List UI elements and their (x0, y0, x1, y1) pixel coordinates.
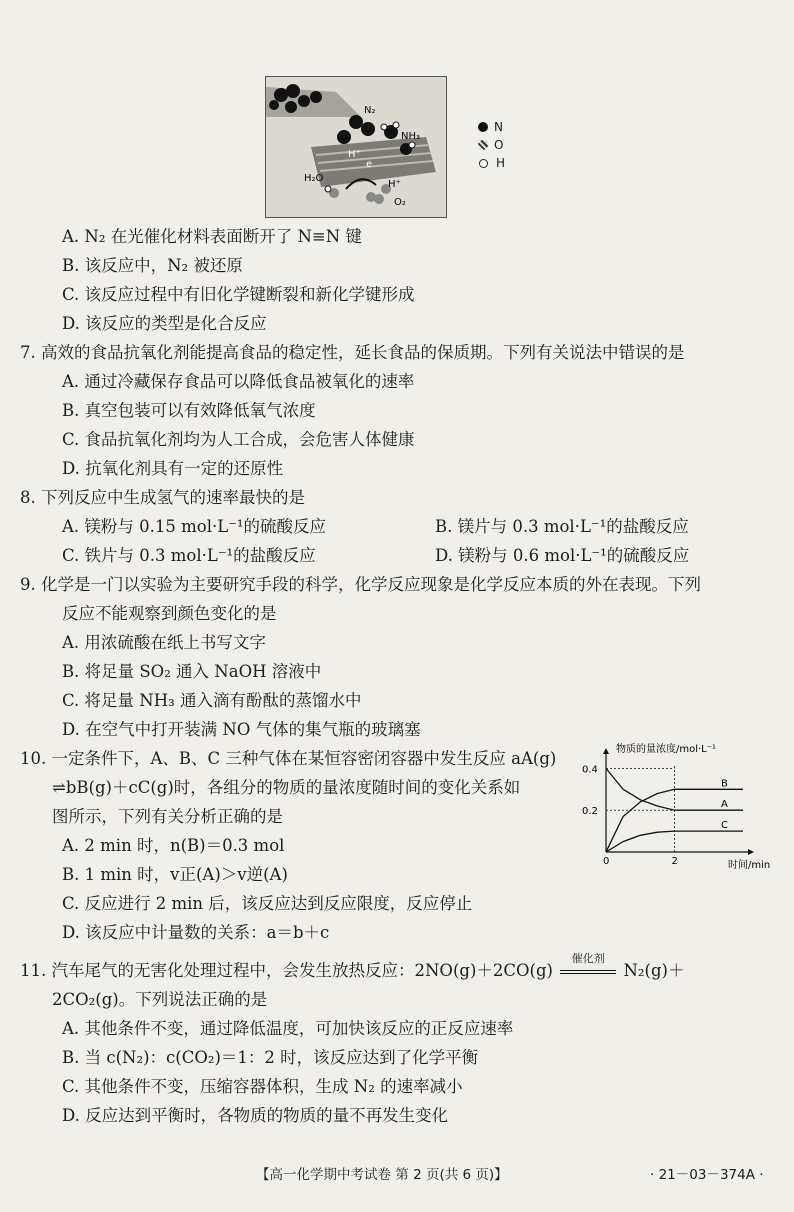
q11-stem-line1 (20, 952, 685, 982)
q10-option-a: A. 2 min 时，n(B)＝0.3 mol (62, 836, 285, 855)
q8-option-b: B. 镁片与 0.3 mol·L⁻¹的盐酸反应 (435, 517, 689, 536)
catalyst-arrow (558, 952, 618, 982)
q6-option-b: B. 该反应中，N₂ 被还原 (62, 256, 243, 275)
legend-h: H (478, 154, 505, 172)
q9-stem-line1: 9. 化学是一门以实验为主要研究手段的科学，化学反应现象是化学反应本质的外在表现。下列 (20, 575, 701, 594)
h-atom-icon (479, 159, 488, 168)
q10-option-d: D. 该反应中计量数的关系：a＝b＋c (62, 923, 330, 942)
label-e: e (366, 159, 373, 170)
label-nh3: NH₃ (401, 131, 421, 142)
q9-option-c: C. 将足量 NH₃ 通入滴有酚酞的蒸馏水中 (62, 691, 362, 710)
footer-code: · 21－03－374A · (650, 1167, 764, 1183)
legend-o: O (478, 136, 505, 154)
q10-stem-line3: 图所示，下列有关分析正确的是 (52, 807, 283, 826)
q7-stem: 7. 高效的食品抗氧化剂能提高食品的稳定性，延长食品的保质期。下列有关说法中错误的是 (20, 343, 685, 362)
q10-option-c: C. 反应进行 2 min 后，该反应达到反应限度，反应停止 (62, 894, 473, 913)
y-axis-arrow-icon (603, 748, 609, 754)
label-h-plus-1: H⁺ (348, 149, 361, 160)
q10-stem-line2: ⇌bB(g)＋cC(g)时，各组分的物质的量浓度随时间的变化关系如 (52, 778, 521, 797)
q9-option-b: B. 将足量 SO₂ 通入 NaOH 溶液中 (62, 662, 322, 681)
q11-stem-line2: 2CO₂(g)。下列说法正确的是 (52, 990, 268, 1009)
q11-stem-part2: N₂(g)＋ (623, 961, 685, 980)
q9-option-a: A. 用浓硫酸在纸上书写文字 (62, 633, 266, 652)
n-atom-icon (478, 122, 488, 132)
q10-stem-line1: 10. 一定条件下，A、B、C 三种气体在某恒容密闭容器中发生反应 aA(g) (20, 749, 557, 768)
q8-option-a: A. 镁粉与 0.15 mol·L⁻¹的硫酸反应 (62, 517, 327, 536)
q7-option-c: C. 食品抗氧化剂均为人工合成，会危害人体健康 (62, 430, 415, 449)
q6-option-c: C. 该反应过程中有旧化学键断裂和新化学键形成 (62, 285, 415, 304)
q11-stem-part1: 11. 汽车尾气的无害化处理过程中，会发生放热反应：2NO(g)＋2CO(g) (20, 961, 553, 980)
label-o2: O₂ (394, 197, 406, 208)
footer-title: 【高一化学期中考试卷 第 2 页(共 6 页)】 (256, 1167, 508, 1183)
chart-ylabel: 物质的量浓度/mol·L⁻¹ (616, 744, 717, 755)
q6-option-a: A. N₂ 在光催化材料表面断开了 N≡N 键 (62, 227, 362, 246)
photocatalysis-svg (266, 77, 446, 217)
label-h-plus-2: H⁺ (388, 179, 401, 190)
q8-option-c: C. 铁片与 0.3 mol·L⁻¹的盐酸反应 (62, 546, 316, 565)
y-tick-label: 0.2 (582, 806, 598, 818)
photocatalysis-figure (265, 76, 447, 218)
q6-option-d: D. 该反应的类型是化合反应 (62, 314, 267, 333)
q8-option-d: D. 镁粉与 0.6 mol·L⁻¹的硫酸反应 (435, 546, 690, 565)
x-tick-label: 0 (603, 856, 610, 867)
catalyst-label: 催化剂 (571, 952, 605, 965)
x-tick-label: 2 (671, 856, 678, 867)
equals-arrow-icon (560, 970, 616, 974)
series-label-a: A (721, 799, 728, 811)
q11-option-a: A. 其他条件不变，通过降低温度，可加快该反应的正反应速率 (62, 1019, 514, 1038)
label-h2o: H₂O (304, 173, 324, 184)
series-label-b: B (721, 778, 728, 790)
x-axis-arrow-icon (748, 849, 754, 855)
q11-option-b: B. 当 c(N₂)：c(CO₂)＝1：2 时，该反应达到了化学平衡 (62, 1048, 479, 1067)
legend-n: N (478, 118, 505, 136)
y-tick-label: 0.4 (582, 764, 598, 776)
series-label-c: C (721, 820, 728, 832)
o-atom-icon (478, 140, 488, 150)
q11-option-c: C. 其他条件不变，压缩容器体积，生成 N₂ 的速率减小 (62, 1077, 463, 1096)
q9-stem-line2: 反应不能观察到颜色变化的是 (62, 604, 277, 623)
q9-option-d: D. 在空气中打开装满 NO 气体的集气瓶的玻璃塞 (62, 720, 421, 739)
atom-legend (478, 118, 505, 172)
chart-xlabel: 时间/min (728, 860, 771, 871)
concentration-time-chart (578, 740, 778, 875)
label-n2: N₂ (364, 105, 376, 116)
q7-option-d: D. 抗氧化剂具有一定的还原性 (62, 459, 284, 478)
q7-option-a: A. 通过冷藏保存食品可以降低食品被氧化的速率 (62, 372, 415, 391)
q8-stem: 8. 下列反应中生成氢气的速率最快的是 (20, 488, 305, 507)
q7-option-b: B. 真空包装可以有效降低氧气浓度 (62, 401, 316, 420)
q10-option-b: B. 1 min 时，v正(A)＞v逆(A) (62, 865, 288, 884)
q11-option-d: D. 反应达到平衡时，各物质的物质的量不再发生变化 (62, 1106, 449, 1125)
